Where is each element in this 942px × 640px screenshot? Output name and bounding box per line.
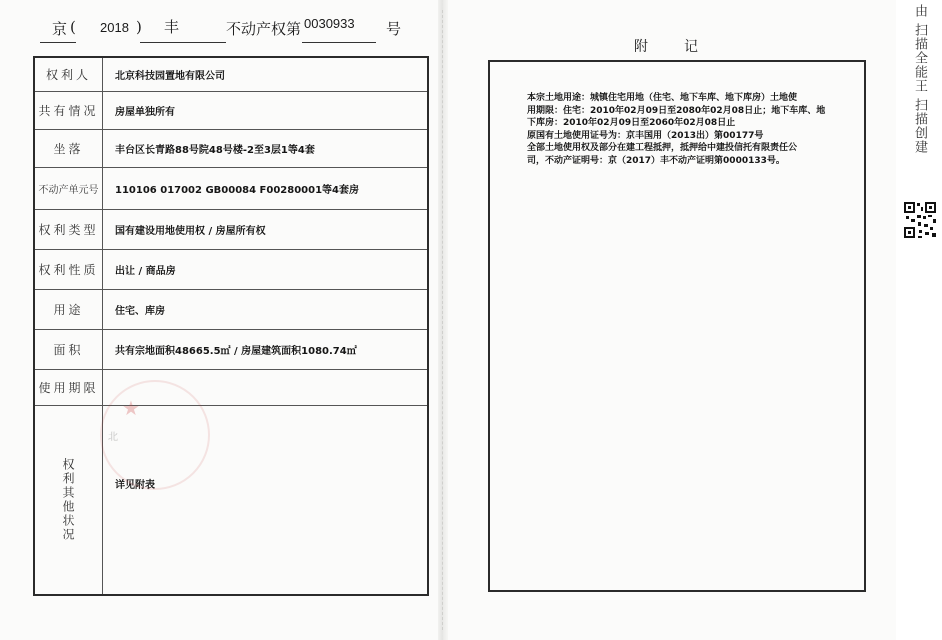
- register-row-co-ownership: [35, 92, 427, 130]
- appendix-line: 司，不动产证明号：京（2017）丰不动产证明第0000133号。: [527, 155, 785, 166]
- scanner-watermark-text: 由 扫描全能王 扫描创建: [912, 4, 927, 155]
- header-underline-number: [302, 42, 376, 43]
- header-paren-close: ): [136, 18, 142, 36]
- seal-text: 北: [108, 432, 120, 443]
- register-label: 权利其他状况: [61, 458, 75, 542]
- register-label: 权利类型: [35, 210, 103, 249]
- register-value: 房屋单独所有: [115, 107, 175, 118]
- register-label: 用途: [35, 290, 103, 329]
- seal-star-icon: ★: [122, 396, 140, 420]
- register-label: 使用期限: [35, 370, 103, 405]
- header-city: 京: [52, 20, 68, 38]
- register-value: 出让 / 商品房: [115, 266, 176, 277]
- appendix-line: 用期限：住宅：2010年02月09日至2080年02月08日止；地下车库、地: [527, 105, 826, 116]
- spine-stitching: [442, 10, 444, 630]
- header-cert-prefix: 不动产权第: [226, 20, 302, 38]
- register-row-right-holder: [35, 58, 427, 92]
- register-label: 不动产单元号: [35, 168, 103, 209]
- register-value: 国有建设用地使用权 / 房屋所有权: [115, 226, 266, 237]
- appendix-title: 附记: [634, 39, 734, 55]
- register-label-wrap: [35, 406, 103, 594]
- appendix-text: [527, 92, 857, 167]
- appendix-line: 下库房：2010年02月09日至2060年02月08日止: [527, 118, 736, 128]
- register-value: 丰台区长青路88号院48号楼-2至3层1等4套: [115, 145, 315, 156]
- register-label: 权利人: [35, 58, 103, 91]
- register-row-other-status: [35, 406, 427, 594]
- register-value: 住宅、库房: [115, 306, 165, 317]
- register-label: 权利性质: [35, 250, 103, 289]
- register-row-area: [35, 330, 427, 370]
- appendix-line: 本宗土地用途：城镇住宅用地（住宅、地下车库、地下库房）土地使: [527, 93, 798, 103]
- header-underline-city: [40, 42, 76, 43]
- register-value: 详见附表: [115, 480, 155, 491]
- register-label: 面积: [35, 330, 103, 369]
- register-row-right-nature: [35, 250, 427, 290]
- register-row-location: [35, 130, 427, 168]
- register-row-term: [35, 370, 427, 406]
- register-label: 坐落: [35, 130, 103, 167]
- certificate-header: [40, 18, 430, 48]
- header-year: 2018: [100, 20, 129, 35]
- register-row-unit-number: [35, 168, 427, 210]
- register-table: [33, 56, 429, 596]
- register-row-usage: [35, 290, 427, 330]
- header-district: 丰: [164, 18, 180, 36]
- register-row-right-type: [35, 210, 427, 250]
- qr-code-icon: [902, 200, 938, 240]
- register-value: 110106 017002 GB00084 F00280001等4套房: [115, 185, 360, 196]
- header-suffix: 号: [386, 20, 402, 38]
- register-label: 共有情况: [35, 92, 103, 129]
- header-paren-open: (: [70, 18, 76, 36]
- appendix-line: 全部土地使用权及部分在建工程抵押，抵押给中建投信托有限责任公: [527, 143, 798, 153]
- register-value: 北京科技园置地有限公司: [115, 71, 225, 82]
- register-value: 共有宗地面积48665.5㎡ / 房屋建筑面积1080.74㎡: [115, 346, 357, 357]
- appendix-line: 原国有土地使用证号为：京丰国用（2013出）第00177号: [527, 130, 764, 141]
- header-cert-number: 0030933: [304, 16, 355, 31]
- header-underline-district: [140, 42, 226, 43]
